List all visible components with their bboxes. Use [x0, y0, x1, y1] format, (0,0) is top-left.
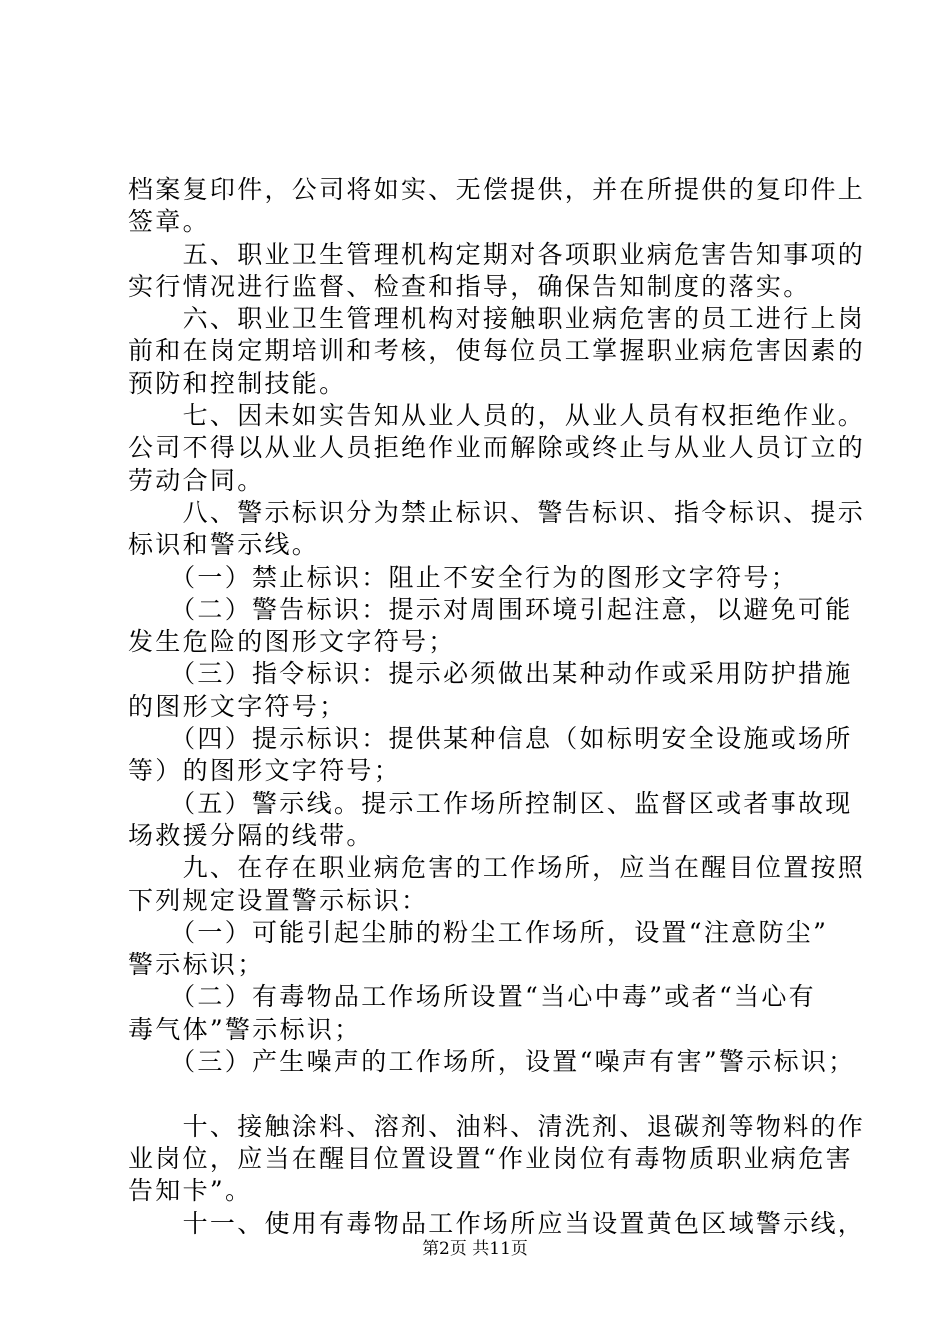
text-line: 的图形文字符号； — [128, 691, 347, 721]
text-line: 十、接触涂料、溶剂、油料、清洗剂、退碳剂等物料的作 — [128, 1111, 866, 1141]
text-line: 告知卡”。 — [128, 1176, 253, 1206]
text-line: 毒气体”警示标识； — [128, 1014, 362, 1044]
blank-line — [128, 1078, 848, 1110]
text-line: （四）提示标识：提供某种信息（如标明安全设施或场所 — [128, 724, 853, 754]
text-line: 五、职业卫生管理机构定期对各项职业病危害告知事项的 — [128, 239, 866, 269]
text-line: （三）指令标识：提示必须做出某种动作或采用防护措施 — [128, 659, 853, 689]
text-line: 警示标识； — [128, 950, 265, 980]
document-body — [128, 174, 866, 1240]
text-line: （一）可能引起尘肺的粉尘工作场所，设置“注意防尘” — [128, 917, 829, 947]
text-line: 九、在存在职业病危害的工作场所，应当在醒目位置按照 — [128, 853, 866, 883]
text-line: 前和在岗定期培训和考核，使每位员工掌握职业病危害因素的 — [128, 336, 866, 366]
text-line: 标识和警示线。 — [128, 530, 320, 560]
text-line: 签章。 — [128, 207, 210, 237]
text-line: 业岗位，应当在醒目位置设置“作业岗位有毒物质职业病危害 — [128, 1143, 853, 1173]
text-line: 档案复印件，公司将如实、无偿提供，并在所提供的复印件上 — [128, 175, 866, 204]
text-line: 劳动合同。 — [128, 465, 265, 495]
text-line: 预防和控制技能。 — [128, 368, 347, 398]
text-line: 八、警示标识分为禁止标识、警告标识、指令标识、提示 — [128, 497, 866, 527]
text-line: （二）警告标识：提示对周围环境引起注意，以避免可能 — [128, 594, 853, 624]
text-line: 下列规定设置警示标识： — [128, 885, 429, 915]
text-line: 七、因未如实告知从业人员的，从业人员有权拒绝作业。 — [128, 401, 866, 431]
text-line: （三）产生噪声的工作场所，设置“噪声有害”警示标识； — [128, 1047, 856, 1077]
text-line: （一）禁止标识：阻止不安全行为的图形文字符号； — [128, 562, 799, 592]
text-line: 场救援分隔的线带。 — [128, 820, 374, 850]
text-line: 实行情况进行监督、检查和指导，确保告知制度的落实。 — [128, 271, 811, 301]
text-line: 等）的图形文字符号； — [128, 756, 402, 786]
text-line: 十一、使用有毒物品工作场所应当设置黄色区域警示线， — [128, 1208, 866, 1238]
text-line: 发生危险的图形文字符号； — [128, 627, 456, 657]
page-number-footer: 第2页 共11页 — [422, 1239, 528, 1259]
text-line: 六、职业卫生管理机构对接触职业病危害的员工进行上岗 — [128, 304, 866, 334]
text-line: （二）有毒物品工作场所设置“当心中毒”或者“当心有 — [128, 982, 816, 1012]
text-line: 公司不得以从业人员拒绝作业而解除或终止与从业人员订立的 — [128, 433, 866, 463]
text-line: （五）警示线。提示工作场所控制区、监督区或者事故现 — [128, 788, 853, 818]
